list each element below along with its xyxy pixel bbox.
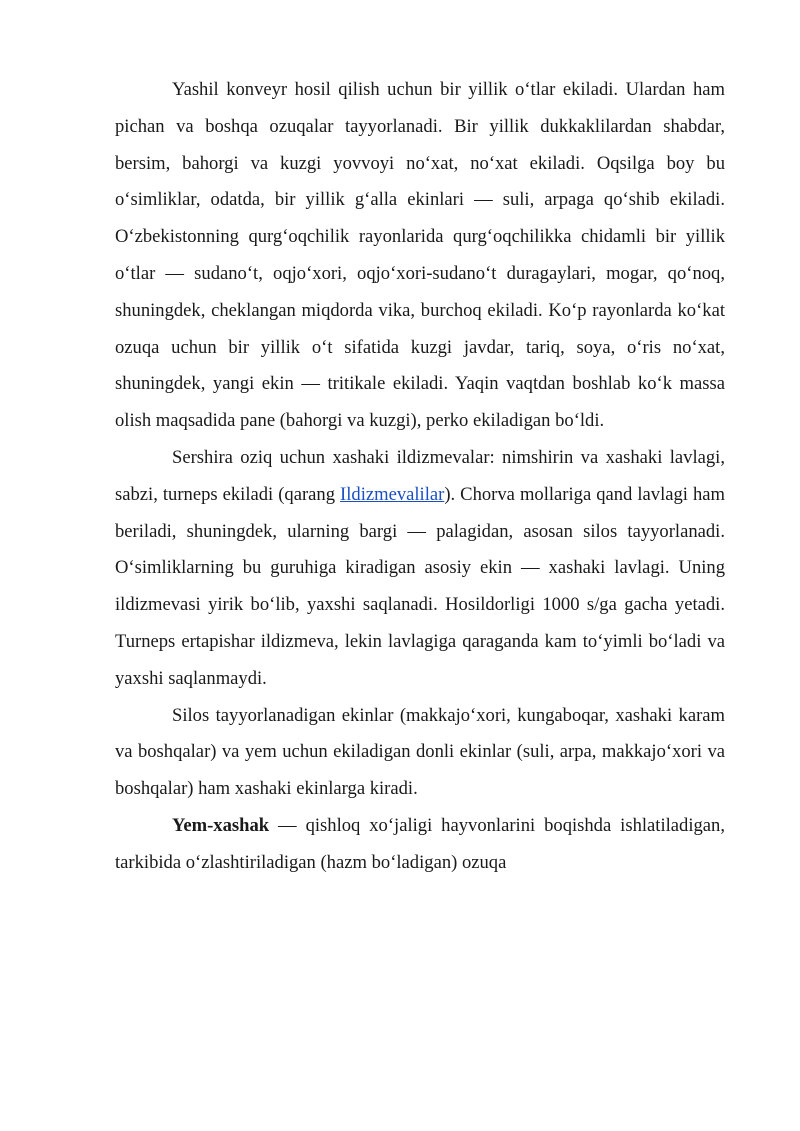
ildizmevalilar-link[interactable]: Ildizmevalilar	[340, 483, 445, 505]
paragraph-fodder-definition	[115, 808, 725, 882]
paragraph-text: — qishloq xo‘jaligi hayvonlarini boqishda ishlatiladigan, tarkibida o‘zlashtiriladigan (hazm bo‘ladigan) ozuqa	[115, 814, 725, 873]
paragraph-text: Sershira oziq uchun xashaki ildizmevalar: nimshirin va xashaki lavlagi, sabzi, turneps ekiladi (qarang	[115, 446, 725, 505]
paragraph-green-conveyor	[115, 72, 725, 440]
paragraph-silage-crops	[115, 698, 725, 808]
paragraph-text: Yashil konveyr hosil qilish uchun bir yillik o‘tlar ekiladi. Ulardan ham pichan va boshqa ozuqalar tayyorlanadi. Bir yillik dukkaklilardan shabdar, bersim, bahorgi va kuzgi yovvoyi no‘xat, no‘xat ekiladi. Oqsilga boy bu o‘simliklar, odatda, bir yillik g‘alla ekinlari — suli, arpaga qo‘shib ekiladi. O‘zbekistonning qurg‘oqchilik rayonlarida qurg‘oqchilikka chidamli bir yillik o‘tlar — sudano‘t, oqjo‘xori, oqjo‘xori-sudano‘t duragaylari, mogar, qo‘noq, shuningdek, cheklangan miqdorda vika, burchoq ekiladi. Ko‘p rayonlarda ko‘kat ozuqa uchun bir yillik o‘t sifatida kuzgi javdar, tariq, soya, o‘ris no‘xat, shuningdek, yangi ekin — tritikale ekiladi. Yaqin vaqtdan boshlab ko‘k massa olish maqsadida pane (bahorgi va kuzgi), perko ekiladigan bo‘ldi.	[115, 79, 725, 432]
document-body	[115, 72, 725, 882]
paragraph-text: ). Chorva mollariga qand lavlagi ham beriladi, shuningdek, ularning bargi — palagidan, asosan silos tayyorlanadi. O‘simliklarning bu guruhiga kiradigan asosiy ekin — xashaki lavlagi. Uning ildizmevasi yirik bo‘lib, yaxshi saqlanadi. Hosildorligi 1000 s/ga gacha yetadi. Turneps ertapishar ildizmeva, lekin lavlagiga qaraganda kam to‘yimli bo‘ladi va yaxshi saqlanmaydi.	[115, 483, 726, 689]
term-yem-xashak: Yem-xashak	[172, 814, 270, 836]
paragraph-text: Silos tayyorlanadigan ekinlar (makkajo‘xori, kungaboqar, xashaki karam va boshqalar) va yem uchun ekiladigan donli ekinlar (suli, arpa, makkajo‘xori va boshqalar) ham xashaki ekinlarga kiradi.	[115, 704, 725, 800]
paragraph-root-crops	[115, 440, 725, 698]
